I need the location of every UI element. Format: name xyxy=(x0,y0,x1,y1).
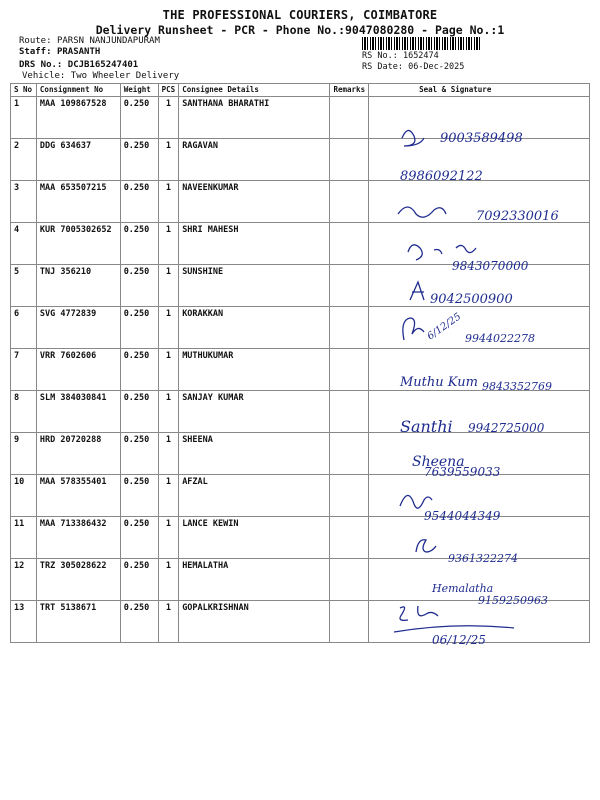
col-weight: Weight xyxy=(120,84,158,97)
barcode xyxy=(362,37,482,50)
cell-weight: 0.250 xyxy=(120,391,158,433)
cell-signature xyxy=(369,475,590,517)
rs-number xyxy=(362,51,439,61)
date-2: 06/12/25 xyxy=(432,633,486,647)
cell-consignment: TRZ 305028622 xyxy=(36,559,120,601)
phone-3: 7092330016 xyxy=(476,209,559,224)
phone-6: 9944022278 xyxy=(465,332,535,345)
cell-consignee: SHRI MAHESH xyxy=(179,223,330,265)
cell-remarks xyxy=(330,391,369,433)
cell-consignment: HRD 20720288 xyxy=(36,433,120,475)
drs-line xyxy=(19,60,138,70)
table-row xyxy=(11,391,590,433)
route-label: Route: xyxy=(19,36,52,46)
table-row xyxy=(11,559,590,601)
cell-consignee: SANJAY KUMAR xyxy=(179,391,330,433)
table-row xyxy=(11,139,590,181)
table-row xyxy=(11,517,590,559)
name-sheena: Sheena xyxy=(412,454,465,470)
cell-sno: 2 xyxy=(11,139,37,181)
col-consignment: Consignment No xyxy=(36,84,120,97)
cell-sno: 7 xyxy=(11,349,37,391)
cell-sno: 6 xyxy=(11,307,37,349)
route-value: PARSN NANJUNDAPURAM xyxy=(56,36,160,46)
phone-11: 9361322274 xyxy=(448,552,518,565)
cell-pcs: 1 xyxy=(158,181,179,223)
table-header xyxy=(11,84,590,97)
table-row xyxy=(11,265,590,307)
cell-remarks xyxy=(330,97,369,139)
cell-pcs: 1 xyxy=(158,517,179,559)
cell-weight: 0.250 xyxy=(120,601,158,643)
cell-sno: 10 xyxy=(11,475,37,517)
cell-pcs: 1 xyxy=(158,391,179,433)
cell-consignment: MAA 109867528 xyxy=(36,97,120,139)
cell-consignment: TRT 5138671 xyxy=(36,601,120,643)
cell-pcs: 1 xyxy=(158,97,179,139)
cell-signature xyxy=(369,559,590,601)
cell-signature xyxy=(369,223,590,265)
phone-2: 8986092122 xyxy=(400,169,483,184)
cell-consignee: MUTHUKUMAR xyxy=(179,349,330,391)
cell-consignee: KORAKKAN xyxy=(179,307,330,349)
cell-consignment: MAA 713386432 xyxy=(36,517,120,559)
cell-weight: 0.250 xyxy=(120,139,158,181)
table-row xyxy=(11,349,590,391)
name-muthu: Muthu Kum xyxy=(400,375,478,390)
cell-consignee: SUNSHINE xyxy=(179,265,330,307)
cell-pcs: 1 xyxy=(158,475,179,517)
cell-signature xyxy=(369,433,590,475)
staff-value: PRASANTH xyxy=(56,47,101,57)
col-pcs: PCS xyxy=(158,84,179,97)
col-remarks: Remarks xyxy=(330,84,369,97)
cell-consignee: SANTHANA BHARATHI xyxy=(179,97,330,139)
cell-remarks xyxy=(330,517,369,559)
cell-consignment: VRR 7602606 xyxy=(36,349,120,391)
cell-remarks xyxy=(330,475,369,517)
cell-consignment: SLM 384030841 xyxy=(36,391,120,433)
cell-consignee: AFZAL xyxy=(179,475,330,517)
cell-sno: 4 xyxy=(11,223,37,265)
cell-consignment: TNJ 356210 xyxy=(36,265,120,307)
cell-consignee: HEMALATHA xyxy=(179,559,330,601)
cell-sno: 12 xyxy=(11,559,37,601)
cell-remarks xyxy=(330,223,369,265)
cell-remarks xyxy=(330,601,369,643)
date-1: 6/12/25 xyxy=(425,311,464,343)
cell-sno: 13 xyxy=(11,601,37,643)
cell-pcs: 1 xyxy=(158,265,179,307)
cell-consignee: LANCE KEWIN xyxy=(179,517,330,559)
cell-remarks xyxy=(330,181,369,223)
rs-no-value: 1652474 xyxy=(402,51,439,61)
cell-signature xyxy=(369,181,590,223)
cell-weight: 0.250 xyxy=(120,559,158,601)
staff-line xyxy=(19,47,100,57)
table-row xyxy=(11,601,590,643)
cell-consignee: GOPALKRISHNAN xyxy=(179,601,330,643)
vehicle-value: Two Wheeler Delivery xyxy=(70,71,180,81)
cell-weight: 0.250 xyxy=(120,517,158,559)
cell-sno: 5 xyxy=(11,265,37,307)
drs-label: DRS No.: xyxy=(19,60,63,70)
cell-remarks xyxy=(330,559,369,601)
cell-weight: 0.250 xyxy=(120,307,158,349)
cell-pcs: 1 xyxy=(158,139,179,181)
table-row xyxy=(11,307,590,349)
cell-consignee: NAVEENKUMAR xyxy=(179,181,330,223)
cell-consignee: RAGAVAN xyxy=(179,139,330,181)
rs-no-line xyxy=(362,39,367,49)
cell-remarks xyxy=(330,139,369,181)
col-sno: S No xyxy=(11,84,37,97)
cell-signature xyxy=(369,97,590,139)
cell-signature xyxy=(369,349,590,391)
route-line xyxy=(19,36,160,46)
cell-pcs: 1 xyxy=(158,433,179,475)
cell-sno: 8 xyxy=(11,391,37,433)
phone-7: 9843352769 xyxy=(482,380,552,393)
phone-8: 9942725000 xyxy=(468,421,545,435)
col-seal: Seal & Signature xyxy=(369,84,590,97)
cell-pcs: 1 xyxy=(158,223,179,265)
cell-weight: 0.250 xyxy=(120,475,158,517)
cell-signature xyxy=(369,517,590,559)
cell-sno: 3 xyxy=(11,181,37,223)
cell-signature xyxy=(369,139,590,181)
cell-sno: 11 xyxy=(11,517,37,559)
cell-signature xyxy=(369,391,590,433)
cell-consignment: MAA 653507215 xyxy=(36,181,120,223)
cell-consignment: SVG 4772839 xyxy=(36,307,120,349)
cell-pcs: 1 xyxy=(158,349,179,391)
cell-consignment: DDG 634637 xyxy=(36,139,120,181)
col-consignee: Consignee Details xyxy=(179,84,330,97)
table-row xyxy=(11,223,590,265)
cell-consignment: KUR 7005302652 xyxy=(36,223,120,265)
cell-remarks xyxy=(330,349,369,391)
table-row xyxy=(11,181,590,223)
runsheet-title: Delivery Runsheet - PCR - Phone No.:9047080280 - Page No.:1 xyxy=(95,23,505,37)
phone-4: 9843070000 xyxy=(452,259,529,273)
vehicle-label: Vehicle: xyxy=(22,71,66,81)
cell-weight: 0.250 xyxy=(120,181,158,223)
cell-remarks xyxy=(330,265,369,307)
cell-consignment: MAA 578355401 xyxy=(36,475,120,517)
name-santhi: Santhi xyxy=(400,417,453,436)
phone-12: 9159250963 xyxy=(478,594,548,607)
cell-sno: 9 xyxy=(11,433,37,475)
cell-signature xyxy=(369,307,590,349)
cell-sno: 1 xyxy=(11,97,37,139)
cell-pcs: 1 xyxy=(158,307,179,349)
runsheet-table xyxy=(10,83,590,643)
phone-5: 9042500900 xyxy=(430,292,513,307)
cell-weight: 0.250 xyxy=(120,349,158,391)
rs-date-value: 06-Dec-2025 xyxy=(408,62,465,72)
phone-9: 7639559033 xyxy=(424,465,501,479)
vehicle-line xyxy=(22,71,179,81)
cell-pcs: 1 xyxy=(158,559,179,601)
cell-weight: 0.250 xyxy=(120,433,158,475)
company-name: THE PROFESSIONAL COURIERS, COIMBATORE xyxy=(162,8,438,22)
phone-10: 9544044349 xyxy=(424,509,501,523)
cell-remarks xyxy=(330,307,369,349)
table-row xyxy=(11,433,590,475)
table-row xyxy=(11,475,590,517)
phone-1: 9003589498 xyxy=(440,131,523,146)
rs-date xyxy=(362,62,464,72)
cell-weight: 0.250 xyxy=(120,223,158,265)
cell-pcs: 1 xyxy=(158,601,179,643)
table-row xyxy=(11,97,590,139)
cell-consignee: SHEENA xyxy=(179,433,330,475)
cell-remarks xyxy=(330,433,369,475)
drs-value: DCJB165247401 xyxy=(67,60,139,70)
name-hemalatha: Hemalatha xyxy=(432,582,494,595)
cell-weight: 0.250 xyxy=(120,97,158,139)
staff-label: Staff: xyxy=(19,47,52,57)
cell-signature xyxy=(369,265,590,307)
rs-no-label: RS No.: xyxy=(362,51,398,61)
cell-weight: 0.250 xyxy=(120,265,158,307)
rs-date-label: RS Date: xyxy=(362,62,403,72)
cell-signature xyxy=(369,601,590,643)
